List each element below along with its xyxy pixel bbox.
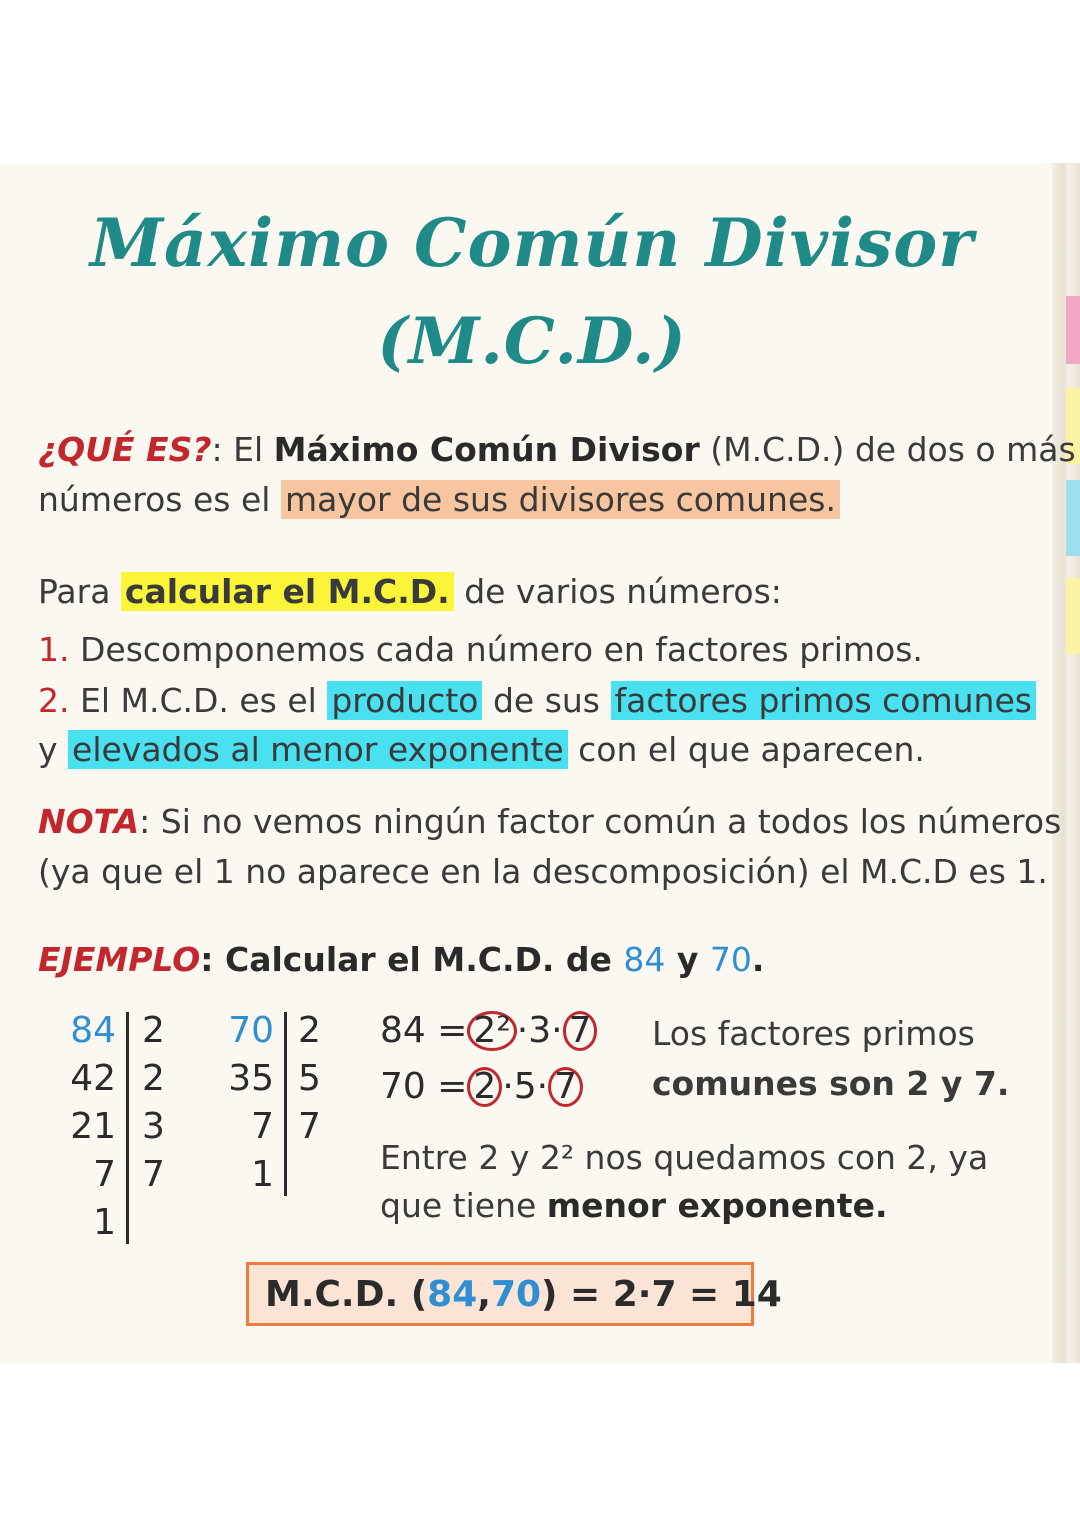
circled-factor: 7 xyxy=(563,1011,598,1051)
sticky-tab-pink xyxy=(1066,296,1080,364)
common-factors-line-2: comunes son 2 y 7. xyxy=(652,1064,1010,1103)
circled-factor: 7 xyxy=(548,1067,583,1107)
definition-line-2: números es el mayor de sus divisores comunes. xyxy=(38,480,840,519)
calc-highlight: calcular el M.C.D. xyxy=(121,572,454,611)
calc-step-2: 2. El M.C.D. es el producto de sus factores primos comunes xyxy=(38,681,1036,720)
explanation-line-1: Entre 2 y 2² nos quedamos con 2, ya xyxy=(380,1138,989,1177)
common-factors-line-1: Los factores primos xyxy=(652,1014,975,1053)
circled-factor: 2² xyxy=(467,1011,516,1051)
definition-label: ¿QUÉ ES? xyxy=(38,430,212,469)
calc-step-2-cont: y elevados al menor exponente con el que aparecen. xyxy=(38,730,925,769)
example-heading: EJEMPLO: Calcular el M.C.D. de 84 y 70. xyxy=(38,940,765,979)
factorization-70-divider xyxy=(284,1012,287,1196)
example-label: EJEMPLO xyxy=(38,940,201,979)
sticky-tab-yellow-2 xyxy=(1066,578,1080,654)
page-title: Máximo Común Divisor xyxy=(89,204,975,282)
definition-line-1: ¿QUÉ ES?: El Máximo Común Divisor (M.C.D.) de dos o más xyxy=(38,430,1076,469)
equation-84: 84 = 2² ·3· 7 xyxy=(380,1010,597,1051)
definition-term: Máximo Común Divisor xyxy=(273,430,700,469)
equation-70: 70 = 2 ·5· 7 xyxy=(380,1066,583,1107)
explanation-line-2: que tiene menor exponente. xyxy=(380,1186,888,1225)
circled-factor: 2 xyxy=(467,1067,502,1107)
note-line-2: (ya que el 1 no aparece en la descomposición) el M.C.D es 1. xyxy=(38,852,1048,891)
factorization-84-divider xyxy=(126,1012,129,1244)
calc-intro: Para calcular el M.C.D. de varios números: xyxy=(38,572,782,611)
note-label: NOTA xyxy=(38,802,140,841)
definition-highlight: mayor de sus divisores comunes. xyxy=(281,480,840,519)
calc-step-1: 1. Descomponemos cada número en factores primos. xyxy=(38,630,923,669)
result-box: M.C.D. ( 84 , 70 ) = 2·7 = 14 xyxy=(246,1262,754,1326)
page-subtitle: (M.C.D.) xyxy=(377,304,687,379)
sticky-tab-blue xyxy=(1066,480,1080,556)
note-line-1: NOTA: Si no vemos ningún factor común a todos los números xyxy=(38,802,1062,841)
